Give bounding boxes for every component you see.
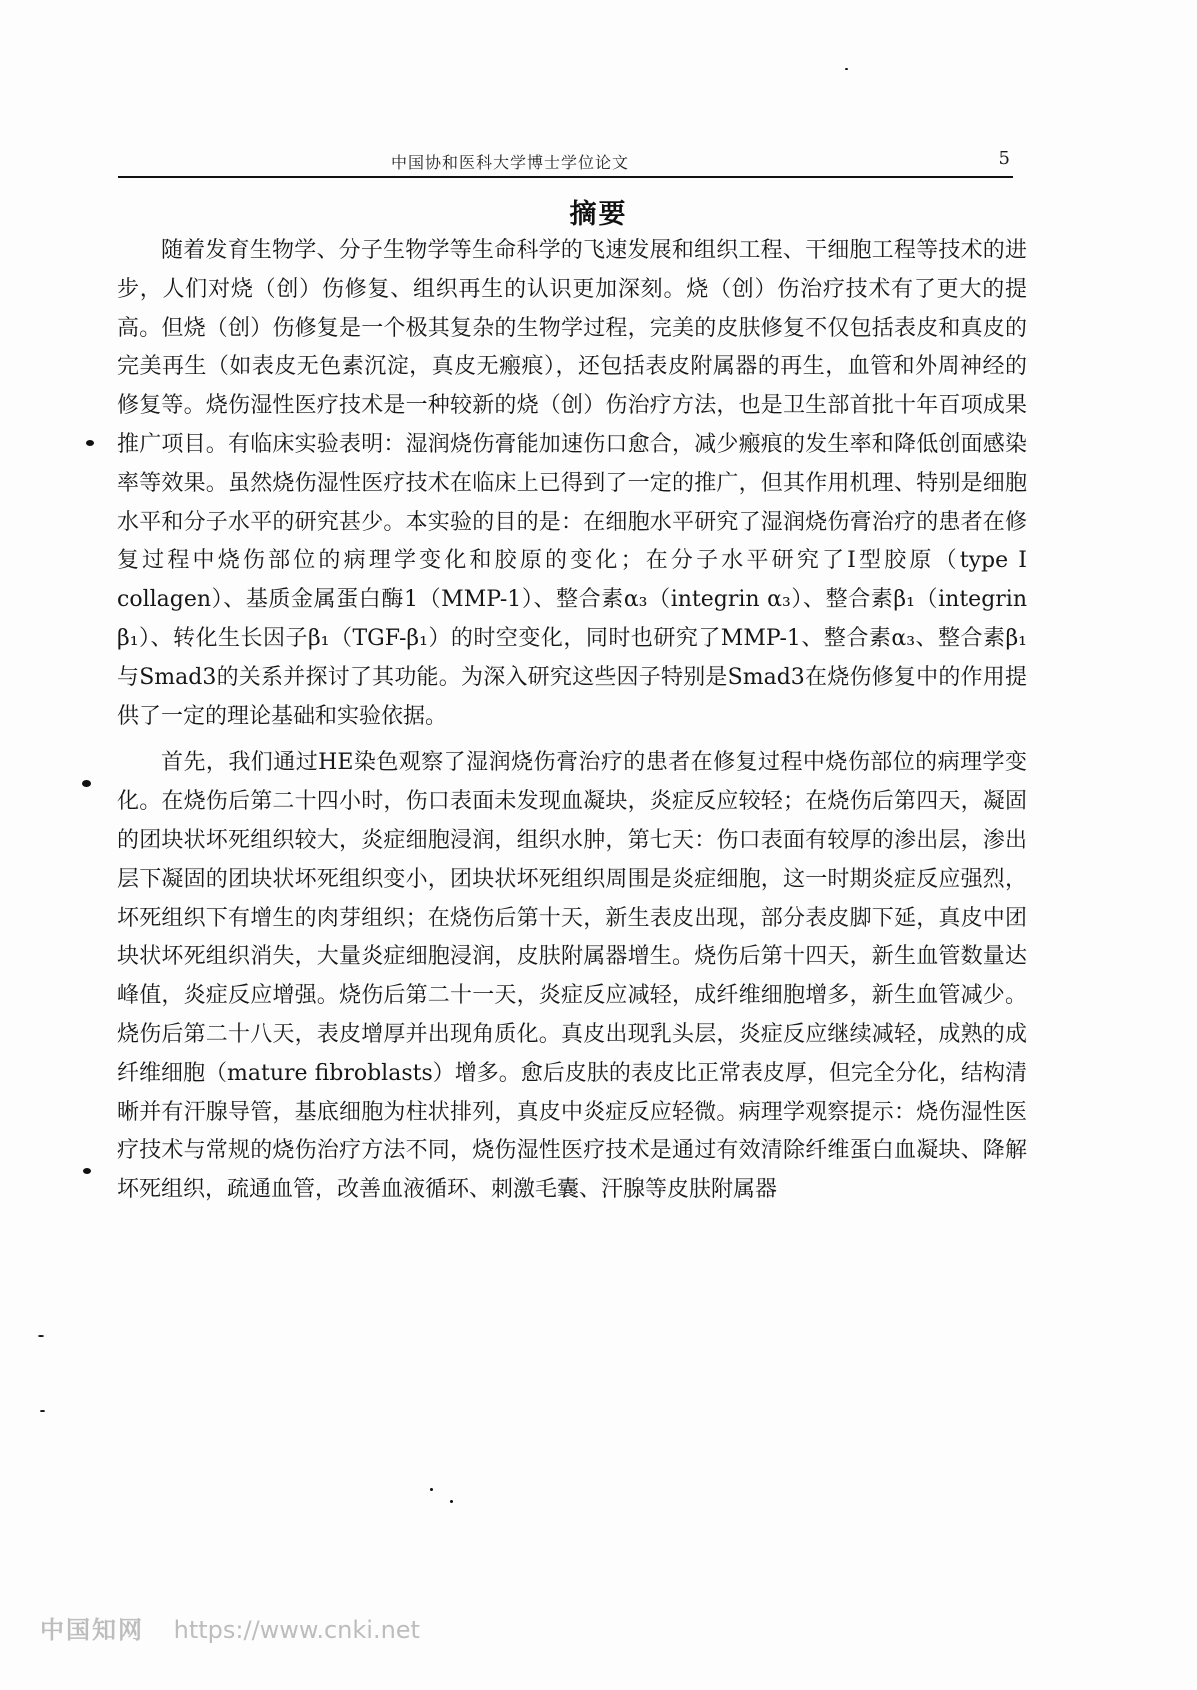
scan-speck bbox=[450, 1500, 453, 1503]
watermark-url: https://www.cnki.net bbox=[173, 1616, 420, 1644]
header-rule bbox=[118, 176, 1013, 178]
cnki-watermark bbox=[40, 1610, 420, 1645]
scan-speck bbox=[40, 1410, 45, 1412]
scan-speck bbox=[86, 440, 94, 446]
section-title: 摘要 bbox=[569, 199, 628, 230]
scan-speck bbox=[38, 1335, 44, 1337]
running-header bbox=[110, 148, 1015, 172]
paragraph-1: 随着发育生物学、分子生物学等生命科学的飞速发展和组织工程、干细胞工程等技术的进步，人们对烧（创）伤修复、组织再生的认识更加深刻。烧（创）伤治疗技术有了更大的提高。但烧（创）伤修复是一个极其复杂的生物学过程，完美的皮肤修复不仅包括表皮和真皮的完美再生（如表皮无色素沉淀，真皮无瘢痕），还包括表皮附属器的再生，血管和外周神经的修复等。烧伤湿性医疗技术是一种较新的烧（创）伤治疗方法，也是卫生部首批十年百项成果推广项目。有临床实验表明：湿润烧伤膏能加速伤口愈合，减少瘢痕的发生率和降低创面感染率等效果。虽然烧伤湿性医疗技术在临床上已得到了一定的推广，但其作用机理、特别是细胞水平和分子水平的研究甚少。本实验的目的是：在细胞水平研究了湿润烧伤膏治疗的患者在修复过程中烧伤部位的病理学变化和胶原的变化；在分子水平研究了I型胶原（type I collagen）、基质金属蛋白酶1（MMP-1）、整合素α₃（integrin α₃）、整合素β₁（integrin β₁）、转化生长因子β₁（TGF-β₁）的时空变化，同时也研究了MMP-1、整合素α₃、整合素β₁与Smad3的关系并探讨了其功能。为深入研究这些因子特别是Smad3在烧伤修复中的作用提供了一定的理论基础和实验依据。 bbox=[117, 238, 1027, 729]
scan-speck bbox=[845, 68, 848, 70]
scan-speck bbox=[430, 1488, 433, 1491]
paragraph-2: 首先，我们通过HE染色观察了湿润烧伤膏治疗的患者在修复过程中烧伤部位的病理学变化。在烧伤后第二十四小时，伤口表面未发现血凝块，炎症反应较轻；在烧伤后第四天，凝固的团块状坏死组织较大，炎症细胞浸润，组织水肿，第七天：伤口表面有较厚的渗出层，渗出层下凝固的团块状坏死组织变小，团块状坏死组织周围是炎症细胞，这一时期炎症反应强烈，坏死组织下有增生的肉芽组织；在烧伤后第十天，新生表皮出现，部分表皮脚下延，真皮中团块状坏死组织消失，大量炎症细胞浸润，皮肤附属器增生。烧伤后第十四天，新生血管数量达峰值，炎症反应增强。烧伤后第二十一天，炎症反应减轻，成纤维细胞增多，新生血管减少。烧伤后第二十八天，表皮增厚并出现角质化。真皮出现乳头层，炎症反应继续减轻，成熟的成纤维细胞（mature fibroblasts）增多。愈后皮肤的表皮比正常表皮厚，但完全分化，结构清晰并有汗腺导管，基底细胞为柱状排列，真皮中炎症反应轻微。病理学观察提示：烧伤湿性医疗技术与常规的烧伤治疗方法不同，烧伤湿性医疗技术是通过有效清除纤维蛋白血凝块、降解坏死组织，疏通血管，改善血液循环、刺激毛囊、汗腺等皮肤附属器 bbox=[117, 750, 1027, 1203]
scan-speck bbox=[83, 1168, 91, 1174]
body-text bbox=[117, 232, 1027, 1210]
scan-speck bbox=[82, 780, 91, 787]
watermark-logo: 中国知网 bbox=[40, 1616, 144, 1644]
page-number: 5 bbox=[998, 148, 1011, 169]
running-title: 中国协和医科大学博士学位论文 bbox=[390, 153, 629, 172]
